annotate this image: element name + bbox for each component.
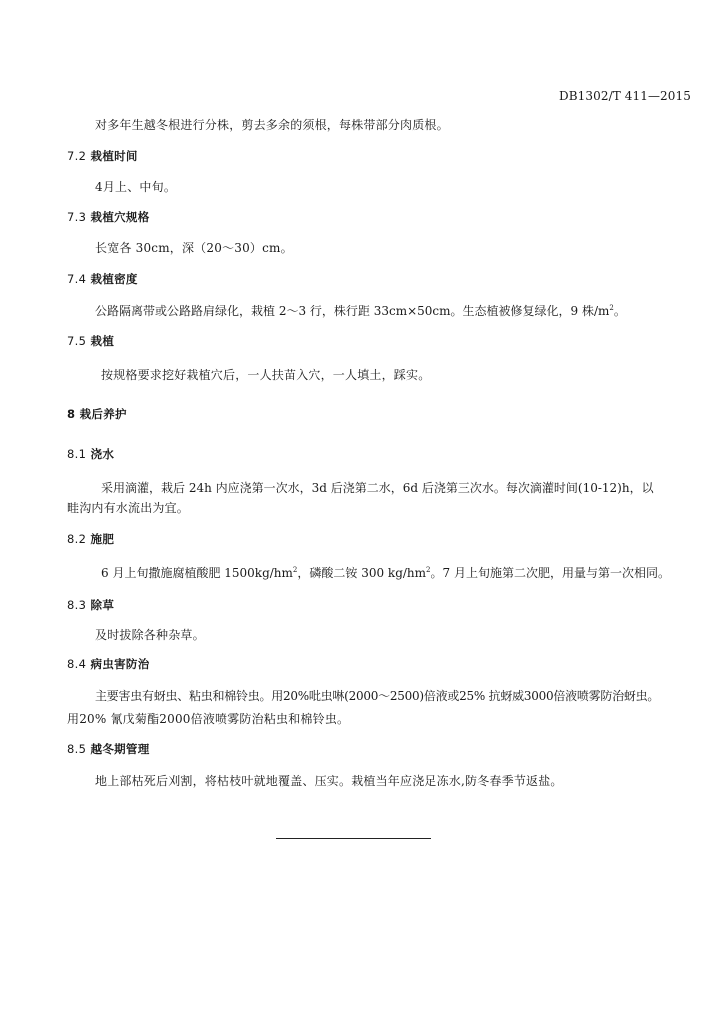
section-title: 栽植穴规格 <box>90 210 150 224</box>
section-title: 浇水 <box>90 447 115 461</box>
section-number: 8.2 <box>67 532 87 546</box>
paragraph-intro: 对多年生越冬根进行分株，剪去多余的须根，每株带部分肉质根。 <box>95 118 449 132</box>
section-title: 栽植时间 <box>90 149 138 163</box>
section-number: 8.1 <box>67 447 87 461</box>
end-of-document-rule <box>276 838 431 839</box>
section-heading-7-5 <box>67 333 114 349</box>
section-title: 栽植密度 <box>90 272 138 286</box>
paragraph-7-3: 长宽各 30cm，深（20～30）cm。 <box>95 241 293 255</box>
paragraph-8-2 <box>101 564 670 581</box>
section-number: 8.5 <box>67 742 87 756</box>
section-heading-8-3 <box>67 597 114 613</box>
paragraph-8-4-line-2: 用20% 氰戊菊酯2000倍液喷雾防治粘虫和棉铃虫。 <box>67 712 350 726</box>
superscript: 2 <box>292 566 298 574</box>
paragraph-8-5: 地上部枯死后刈割，将枯枝叶就地覆盖、压实。栽植当年应浇足冻水,防冬春季节返盐。 <box>95 774 563 788</box>
section-title: 施肥 <box>90 532 115 546</box>
section-number: 8.4 <box>67 657 87 671</box>
standard-code: DB1302/T 411—2015 <box>559 89 691 103</box>
section-heading-8-2 <box>67 531 114 547</box>
paragraph-7-4 <box>95 302 626 319</box>
section-heading-7-3 <box>67 209 150 225</box>
text-segment: 。7 月上旬施第二次肥，用量与第一次相同。 <box>430 566 670 580</box>
text-segment: 公路隔离带或公路路肩绿化，栽植 2～3 行，株行距 33cm×50cm。生态植被修复绿化，9 株/m <box>95 304 610 318</box>
section-title: 越冬期管理 <box>90 742 150 756</box>
section-title: 病虫害防治 <box>90 657 150 671</box>
chapter-number: 8 <box>67 407 76 421</box>
text-segment: 6 月上旬撒施腐植酸肥 1500kg/hm <box>101 566 293 580</box>
section-title: 栽植 <box>90 334 115 348</box>
paragraph-8-1-line-1: 采用滴灌，栽后 24h 内应浇第一次水，3d 后浇第二水，6d 后浇第三次水。每次滴灌时间(10-12)h，以 <box>101 481 654 495</box>
paragraph-8-1-line-2: 畦沟内有水流出为宜。 <box>67 501 190 515</box>
superscript: 2 <box>609 304 614 312</box>
paragraph-8-3: 及时拔除各种杂草。 <box>95 628 205 642</box>
superscript: 2 <box>426 566 431 574</box>
chapter-title: 栽后养护 <box>79 407 127 421</box>
section-heading-8-4 <box>67 656 150 672</box>
section-number: 7.3 <box>67 210 87 224</box>
paragraph-7-5: 按规格要求挖好栽植穴后，一人扶苗入穴，一人填土，踩实。 <box>101 368 431 382</box>
section-heading-8-5 <box>67 741 150 757</box>
text-segment: ，磷酸二铵 300 kg/hm <box>297 566 427 580</box>
section-heading-7-4 <box>67 271 138 287</box>
section-number: 7.5 <box>67 334 87 348</box>
section-title: 除草 <box>90 598 115 612</box>
section-heading-7-2 <box>67 148 138 164</box>
paragraph-7-2: 4月上、中旬。 <box>95 180 177 194</box>
paragraph-8-4-line-1: 主要害虫有蚜虫、粘虫和棉铃虫。用20%吡虫啉(2000～2500)倍液或25% 抗蚜威3000倍液喷雾防治蚜虫。 <box>95 689 660 703</box>
section-number: 7.4 <box>67 272 87 286</box>
section-number: 7.2 <box>67 149 87 163</box>
section-number: 8.3 <box>67 598 87 612</box>
chapter-heading-8 <box>67 406 127 422</box>
text-segment: 。 <box>613 304 626 318</box>
section-heading-8-1 <box>67 446 114 462</box>
